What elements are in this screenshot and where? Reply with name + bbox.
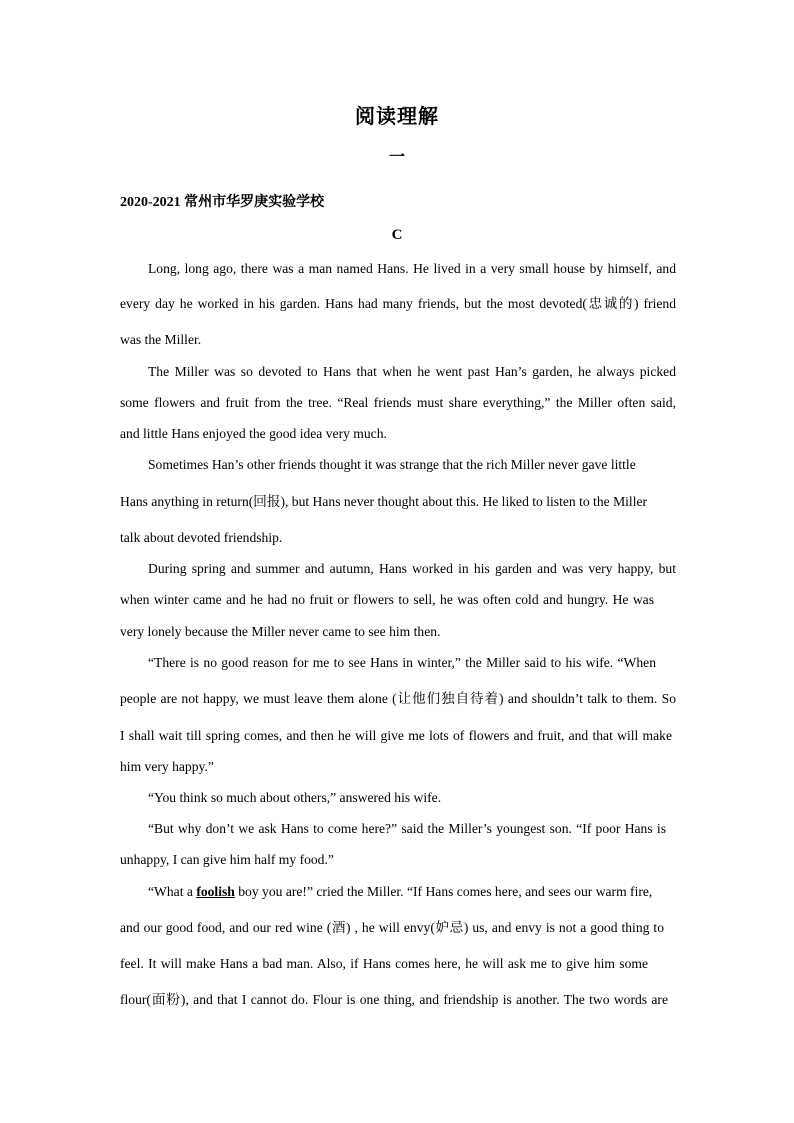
emphasized-word: foolish xyxy=(196,884,235,899)
section-number: 一 xyxy=(388,149,405,166)
text-line: flour(面粉), and that I cannot do. Flour is one thing, and friendship is another. The two words are xyxy=(120,992,668,1007)
text-line: unhappy, I can give him half my food.” xyxy=(120,852,334,867)
text-line: feel. It will make Hans a bad man. Also, if Hans comes here, he will ask me to give him some xyxy=(120,956,648,971)
text-line: and little Hans enjoyed the good idea very much. xyxy=(120,426,387,441)
text-line xyxy=(148,882,668,902)
text-line: every day he worked in his garden. Hans had many friends, but the most devoted(忠诚的) friend xyxy=(120,296,676,311)
text-line: talk about devoted friendship. xyxy=(120,530,283,545)
text-line: was the Miller. xyxy=(120,332,202,347)
text-line: and our good food, and our red wine (酒) , he will envy(妒忌) us, and envy is not a good thing to xyxy=(120,920,664,935)
source-heading: 2020-2021 常州市华罗庚实验学校 xyxy=(120,195,325,210)
text-line: “But why don’t we ask Hans to come here?” said the Miller’s youngest son. “If poor Hans is xyxy=(148,821,666,836)
text-line: some flowers and fruit from the tree. “Real friends must share everything,” the Miller often said, xyxy=(120,395,676,410)
text-line: I shall wait till spring comes, and then he will give me lots of flowers and fruit, and that will make xyxy=(120,728,672,743)
text-line: people are not happy, we must leave them alone (让他们独自待着) and shouldn’t talk to them. So xyxy=(120,691,676,706)
page-title: 阅读理解 xyxy=(355,106,439,128)
passage-label: C xyxy=(391,227,403,243)
text-line-prefix: “What a xyxy=(148,884,197,899)
text-line: Hans anything in return(回报), but Hans never thought about this. He liked to listen to the Miller xyxy=(120,494,648,509)
text-line: “There is no good reason for me to see Hans in winter,” the Miller said to his wife. “When xyxy=(148,655,656,670)
text-line: Long, long ago, there was a man named Hans. He lived in a very small house by himself, and xyxy=(148,261,676,276)
text-line: During spring and summer and autumn, Hans worked in his garden and was very happy, but xyxy=(148,561,676,576)
text-line-rest: boy you are!” cried the Miller. “If Hans comes here, and sees our warm fire, xyxy=(238,884,653,899)
text-line: when winter came and he had no fruit or flowers to sell, he was often cold and hungry. He was xyxy=(120,592,654,607)
text-line: The Miller was so devoted to Hans that when he went past Han’s garden, he always picked xyxy=(148,364,676,379)
text-line: Sometimes Han’s other friends thought it was strange that the rich Miller never gave little xyxy=(148,457,636,472)
text-line: “You think so much about others,” answered his wife. xyxy=(148,790,442,805)
text-line: him very happy.” xyxy=(120,759,214,774)
text-line: very lonely because the Miller never came to see him then. xyxy=(120,624,441,639)
